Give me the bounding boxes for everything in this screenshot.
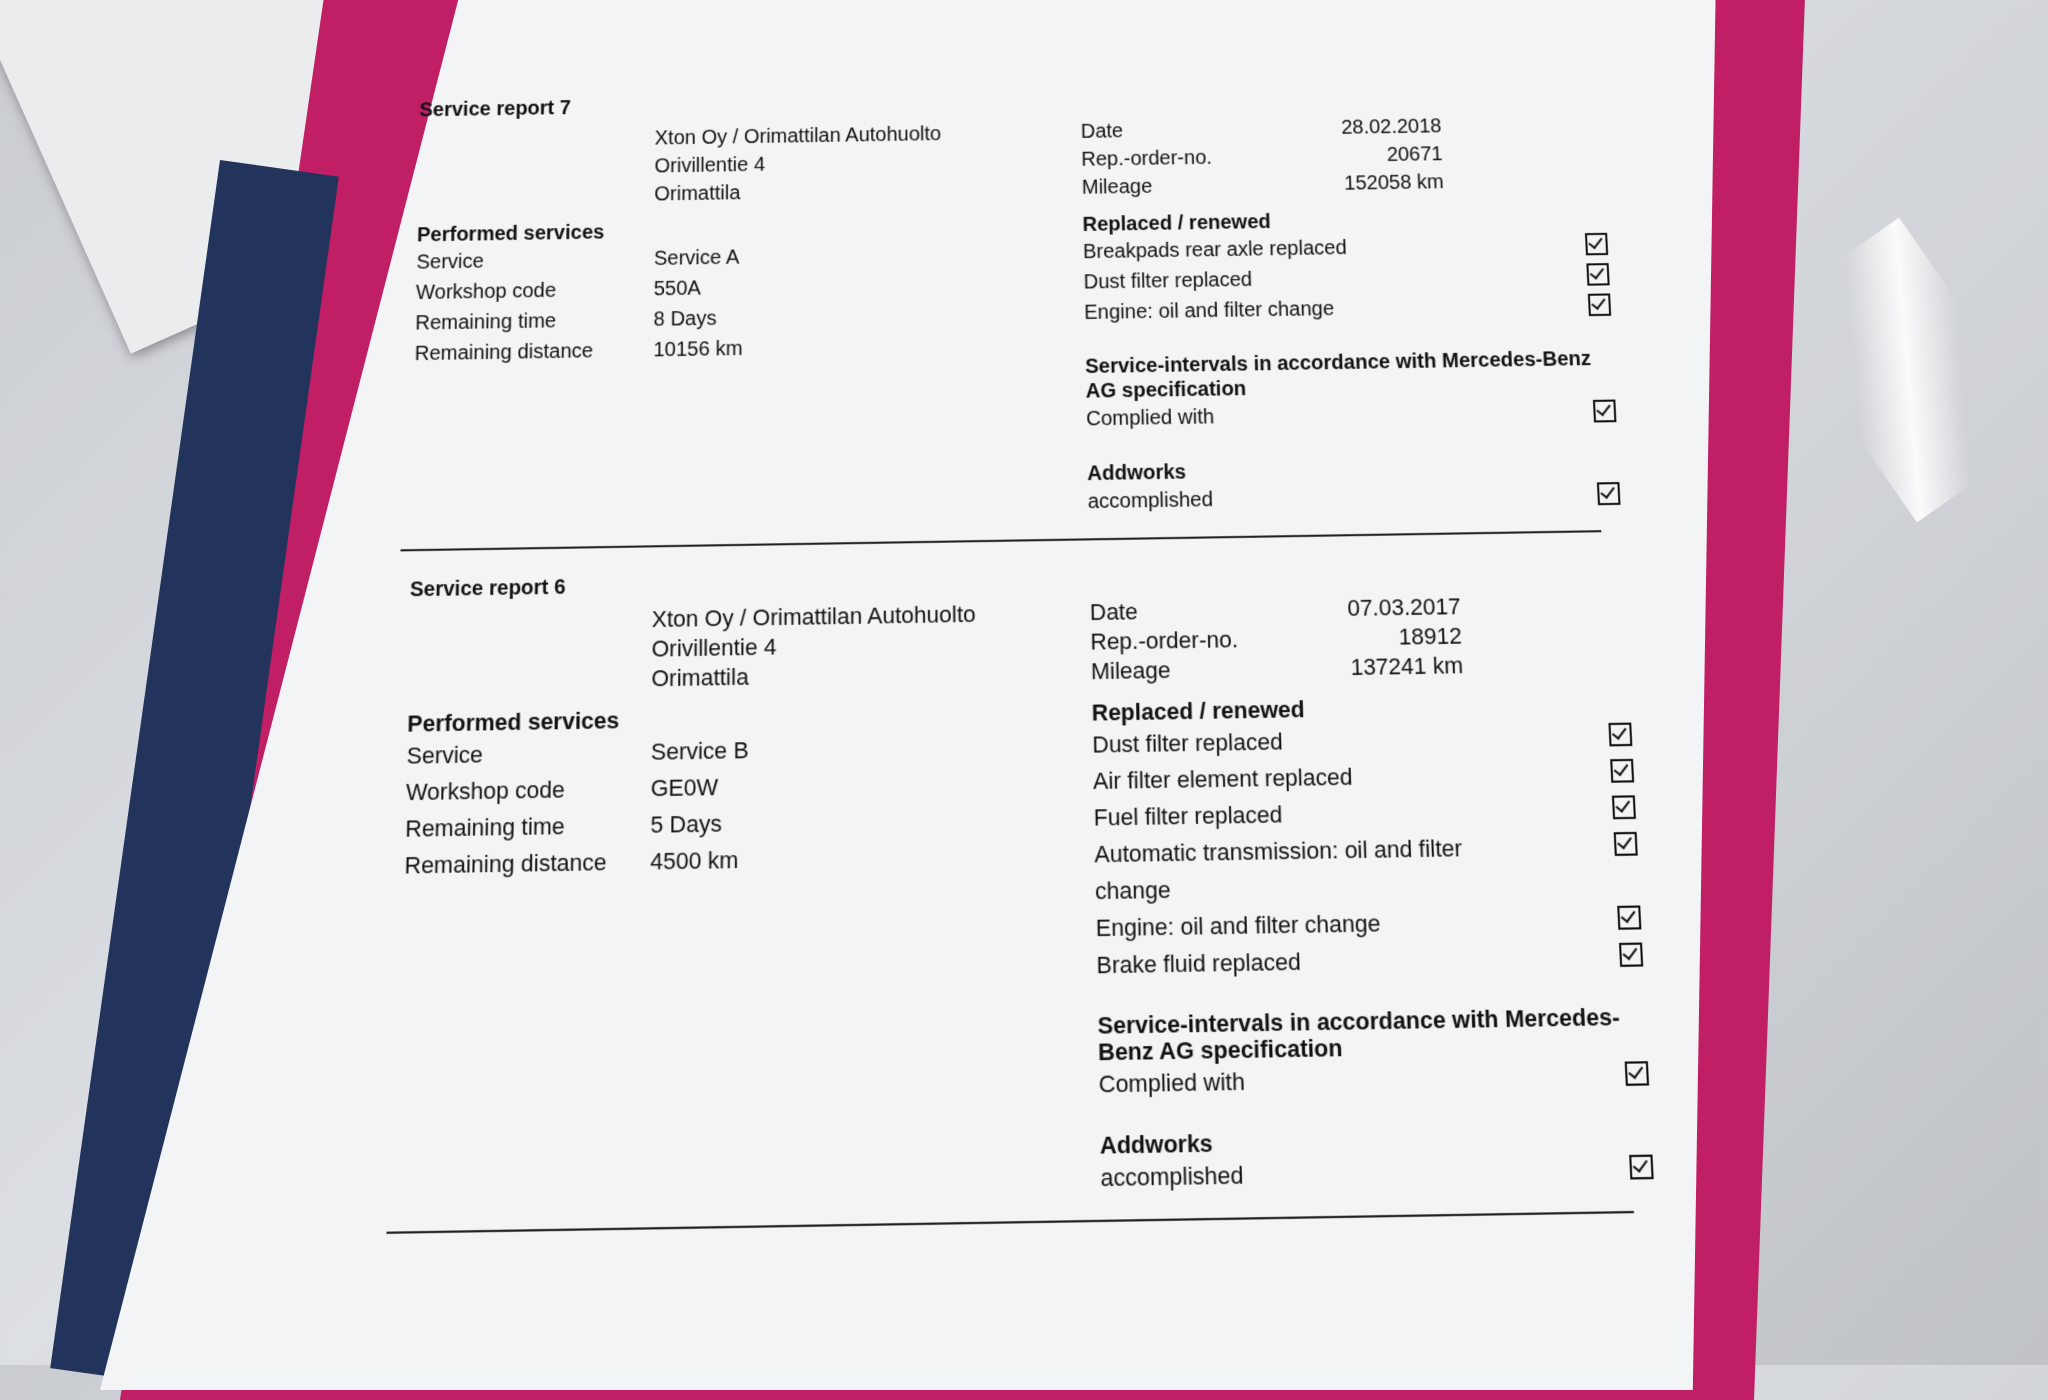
checkbox-checked-icon — [1610, 759, 1634, 783]
workshop-address — [651, 600, 987, 694]
performed-value: Service A — [653, 246, 740, 270]
checkbox-checked-icon — [1629, 1155, 1654, 1180]
meta-value: 20671 — [1386, 143, 1444, 167]
replaced-label: Automatic transmission: oil and filter change — [1094, 834, 1463, 905]
addworks-label: accomplished — [1087, 488, 1214, 514]
meta-row — [1082, 168, 1445, 202]
divider-line — [387, 1211, 1635, 1234]
checkbox-checked-icon — [1586, 263, 1609, 286]
workshop-address — [654, 120, 981, 209]
performed-value: GE0W — [650, 773, 719, 802]
replaced-label: Dust filter replaced — [1092, 728, 1284, 758]
performed-label: Service — [416, 250, 485, 274]
meta-row — [1091, 651, 1464, 687]
performed-heading: Performed services — [407, 706, 620, 737]
glare — [1768, 218, 2048, 523]
checkbox-checked-icon — [1625, 1061, 1649, 1086]
replaced-heading: Replaced / renewed — [1091, 695, 1305, 726]
intervals-label: Complied with — [1085, 405, 1215, 431]
workshop-street: Orivillentie 4 — [654, 153, 766, 178]
workshop-name: Xton Oy / Orimattilan Autohuolto — [651, 600, 976, 633]
intervals-heading: Service-intervals in accordance with Mercedes-Benz AG specification — [1084, 347, 1592, 403]
checkbox-checked-icon — [1614, 832, 1638, 856]
replaced-label: Brake fluid replaced — [1096, 948, 1302, 979]
replaced-heading: Replaced / renewed — [1082, 210, 1272, 237]
meta-value: 07.03.2017 — [1346, 593, 1462, 622]
replaced-label: Engine: oil and filter change — [1095, 909, 1381, 942]
performed-value: 10156 km — [653, 337, 743, 362]
meta-label: Rep.-order-no. — [1081, 146, 1213, 171]
checkbox-checked-icon — [1597, 482, 1621, 505]
performed-heading: Performed services — [416, 221, 605, 247]
addworks-row — [1100, 1150, 1654, 1197]
replaced-label: Fuel filter replaced — [1093, 800, 1283, 831]
replaced-label: Air filter element replaced — [1092, 763, 1353, 795]
performed-label: Workshop code — [415, 279, 557, 305]
intervals-label: Complied with — [1098, 1067, 1246, 1098]
workshop-city: Orimattila — [654, 182, 741, 206]
performed-value: 4500 km — [650, 846, 739, 875]
performed-label: Workshop code — [405, 776, 565, 806]
performed-label: Remaining distance — [414, 339, 594, 366]
intervals-heading: Service-intervals in accordance with Mercedes-Benz AG specification — [1097, 1003, 1621, 1066]
service-booklet-page — [394, 81, 1705, 1378]
replaced-label: Dust filter replaced — [1083, 268, 1253, 294]
service-report-7 — [411, 81, 1622, 551]
meta-label: Rep.-order-no. — [1090, 626, 1239, 655]
meta-label: Mileage — [1081, 175, 1153, 199]
replaced-label: Engine: oil and filter change — [1083, 297, 1335, 325]
workshop-street: Orivillentie 4 — [651, 633, 777, 662]
meta-value: 152058 km — [1343, 171, 1445, 195]
performed-label: Remaining distance — [404, 848, 607, 879]
performed-label: Service — [406, 741, 484, 770]
addworks-heading: Addworks — [1099, 1129, 1214, 1160]
workshop-name: Xton Oy / Orimattilan Autohuolto — [654, 123, 942, 150]
performed-value: 550A — [653, 277, 702, 301]
meta-value: 18912 — [1398, 622, 1463, 650]
replaced-item — [1094, 828, 1640, 910]
performed-value: 5 Days — [650, 810, 722, 839]
divider-line — [400, 530, 1601, 551]
report-title: Service report 7 — [419, 97, 572, 122]
addworks-label: accomplished — [1100, 1161, 1244, 1192]
meta-value: 28.02.2018 — [1340, 115, 1442, 139]
workshop-city: Orimattila — [651, 663, 749, 692]
checkbox-checked-icon — [1619, 942, 1643, 966]
performed-value: 8 Days — [653, 307, 717, 331]
performed-label: Remaining time — [415, 310, 557, 335]
checkbox-checked-icon — [1585, 233, 1608, 256]
service-report-6 — [397, 559, 1655, 1234]
meta-label: Date — [1080, 120, 1124, 143]
replaced-label: Breakpads rear axle replaced — [1082, 236, 1348, 264]
addworks-heading: Addworks — [1087, 460, 1187, 486]
performed-value: Service B — [650, 736, 749, 766]
checkbox-checked-icon — [1608, 723, 1632, 747]
checkbox-checked-icon — [1593, 400, 1616, 423]
checkbox-checked-icon — [1617, 905, 1641, 929]
checkbox-checked-icon — [1612, 795, 1636, 819]
report-title: Service report 6 — [409, 575, 566, 602]
meta-label: Mileage — [1090, 656, 1171, 685]
checkbox-checked-icon — [1588, 293, 1611, 316]
performed-label: Remaining time — [404, 812, 565, 843]
meta-value: 137241 km — [1350, 652, 1464, 681]
meta-label: Date — [1089, 598, 1138, 626]
